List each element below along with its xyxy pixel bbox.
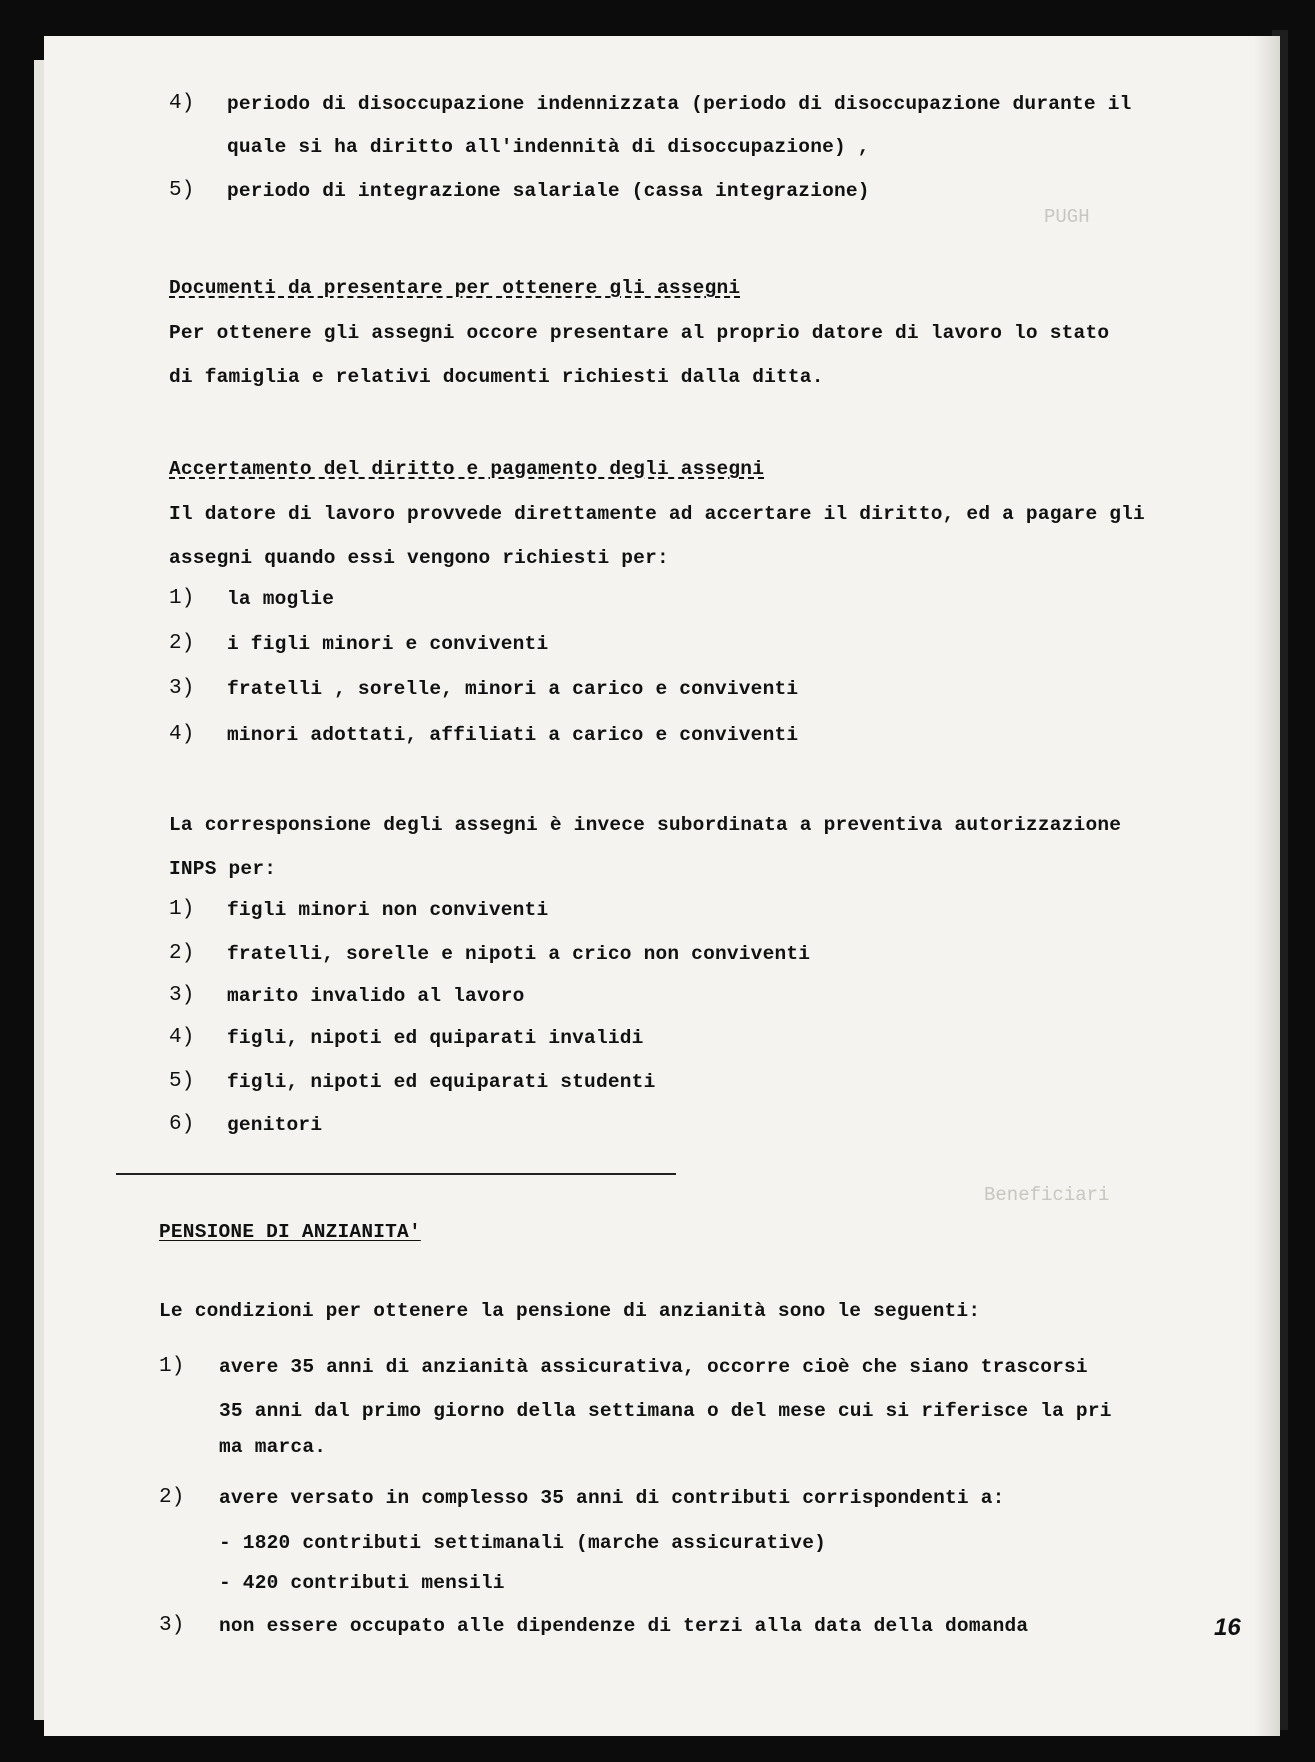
document-page: PUGH Beneficiari 4) periodo di disoccupazione indennizzata (periodo di disoccupazione durante il quale si ha diritto all'indennità di disoccupazione) , 5) periodo di integrazione salariale (cassa integrazione) Documenti da presentare per ottenere gli assegni Per ottenere gli assegni occore presentare al proprio datore di lavoro lo stato di famiglia e relativi documenti richiesti dalla ditta. Accertamento del diritto e pagamento degli assegni Il datore di lavoro provvede direttamente ad accertare il diritto, ed a pagare gli assegni quando essi vengono richiesti per: 1) la moglie 2) i figli minori e conviventi 3) fratelli , sorelle, minori a carico e conviventi 4) minori adottati, affiliati a carico e conviventi La corresponsione degli assegni è invece subordinata a preventiva autorizzazione INPS per: 1) figli minori non conviventi 2) fratelli, sorelle e nipoti a crico non conviventi 3) marito invalido al lavoro 4) figli, nipoti ed quiparati invalidi 5) figli, nipoti ed equiparati studenti 6) genitori PENSIONE DI ANZIANITA' Le condizioni per ottenere la pensione di anzianità sono le seguenti: 1) avere 35 anni di anzianità assicurativa, occorre cioè che siano trascorsi 35 anni dal primo giorno della settimana o del mese cui si riferisce la pri ma marca. 2) avere versato in complesso 35 anni di contributi corrispondenti a: - 1820 contributi settimanali (marche assicurative) - 420 contributi mensili 3) non essere occupato alle dipendenze di terzi alla data della domanda 16 bbox=[44, 36, 1280, 1736]
sub-list-item: - 1820 contributi settimanali (marche assicurative) bbox=[219, 1532, 826, 1554]
section-divider bbox=[116, 1173, 676, 1175]
list-item: i figli minori e conviventi bbox=[227, 633, 549, 655]
section-heading: Accertamento del diritto e pagamento degli assegni bbox=[169, 458, 765, 480]
text-line: periodo di integrazione salariale (cassa integrazione) bbox=[227, 180, 870, 202]
list-item: figli, nipoti ed quiparati invalidi bbox=[227, 1027, 644, 1049]
text-line: Per ottenere gli assegni occore presentare al proprio datore di lavoro lo stato bbox=[169, 322, 1110, 344]
sub-list-item: - 420 contributi mensili bbox=[219, 1572, 505, 1594]
text-line: periodo di disoccupazione indennizzata (periodo di disoccupazione durante il bbox=[227, 93, 1132, 115]
list-item: fratelli, sorelle e nipoti a crico non conviventi bbox=[227, 943, 811, 965]
text-line: INPS per: bbox=[169, 858, 277, 880]
list-item: fratelli , sorelle, minori a carico e conviventi bbox=[227, 678, 799, 700]
list-item: avere versato in complesso 35 anni di contributi corrispondenti a: bbox=[219, 1487, 1005, 1509]
text-line: assegni quando essi vengono richiesti per: bbox=[169, 547, 669, 569]
list-item: minori adottati, affiliati a carico e conviventi bbox=[227, 724, 799, 746]
text-line: Il datore di lavoro provvede direttamente ad accertare il diritto, ed a pagare gli bbox=[169, 503, 1145, 525]
text-line: Le condizioni per ottenere la pensione di anzianità sono le seguenti: bbox=[159, 1300, 981, 1322]
list-item: la moglie bbox=[227, 588, 335, 610]
list-item: figli minori non conviventi bbox=[227, 899, 549, 921]
text-line: ma marca. bbox=[219, 1436, 327, 1458]
text-line: 35 anni dal primo giorno della settimana o del mese cui si riferisce la pri bbox=[219, 1400, 1112, 1422]
page-number: 16 bbox=[1214, 1614, 1241, 1641]
section-heading: PENSIONE DI ANZIANITA' bbox=[159, 1221, 421, 1243]
list-item: genitori bbox=[227, 1114, 323, 1136]
list-item: non essere occupato alle dipendenze di terzi alla data della domanda bbox=[219, 1615, 1029, 1637]
bleed-through-1: PUGH bbox=[1044, 206, 1090, 228]
list-item: marito invalido al lavoro bbox=[227, 985, 525, 1007]
section-heading: Documenti da presentare per ottenere gli assegni bbox=[169, 277, 741, 299]
list-item: figli, nipoti ed equiparati studenti bbox=[227, 1071, 656, 1093]
bleed-through-2: Beneficiari bbox=[984, 1184, 1110, 1206]
list-item: avere 35 anni di anzianità assicurativa, occorre cioè che siano trascorsi bbox=[219, 1356, 1088, 1378]
text-line: quale si ha diritto all'indennità di disoccupazione) , bbox=[227, 136, 870, 158]
text-line: di famiglia e relativi documenti richiesti dalla ditta. bbox=[169, 366, 824, 388]
text-line: La corresponsione degli assegni è invece subordinata a preventiva autorizzazione bbox=[169, 814, 1122, 836]
